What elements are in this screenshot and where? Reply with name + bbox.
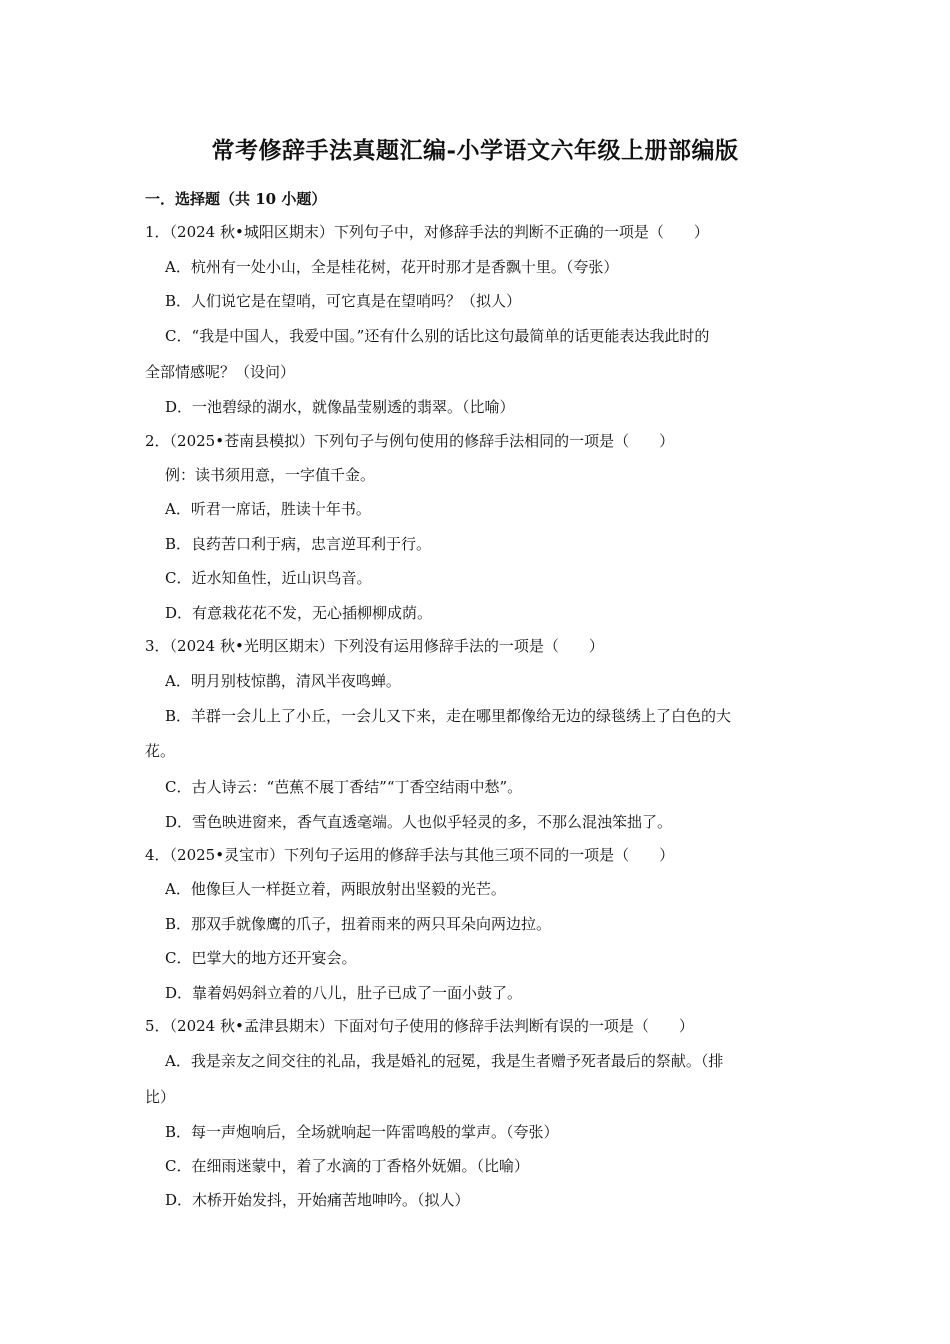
question-5-stem: 5．（2024 秋•孟津县期末）下面对句子使用的修辞手法判断有误的一项是（ ）: [145, 1017, 694, 1035]
question-4-option-d: D．靠着妈妈斜立着的八儿，肚子已成了一面小鼓了。: [165, 984, 523, 1002]
page-title: 常考修辞手法真题汇编-小学语文六年级上册部编版: [211, 137, 739, 164]
question-4-option-a: A．他像巨人一样挺立着，两眼放射出坚毅的光芒。: [165, 880, 506, 898]
section-heading: 一．选择题（共 10 小题）: [145, 190, 327, 208]
question-3-option-d: D．雪色映进窗来，香气直透毫端。人也似乎轻灵的多，不那么混浊笨拙了。: [165, 813, 673, 831]
question-4-option-b: B．那双手就像鹰的爪子，扭着雨来的两只耳朵向两边拉。: [165, 915, 552, 933]
question-5-option-a-continued: 比）: [145, 1088, 176, 1106]
question-1-option-c: C．“我是中国人，我爱中国。”还有什么别的话比这句最简单的话更能表达我此时的: [165, 327, 710, 345]
question-1-option-c-continued: 全部情感呢？（设问）: [145, 363, 296, 381]
question-1-option-a: A．杭州有一处小山，全是桂花树，花开时那才是香飘十里。（夸张）: [165, 258, 619, 276]
question-1-option-b: B．人们说它是在望哨，可它真是在望哨吗？（拟人）: [165, 292, 522, 310]
question-3-option-a: A．明月别枝惊鹊，清风半夜鸣蝉。: [165, 672, 401, 690]
question-2-option-a: A．听君一席话，胜读十年书。: [165, 500, 371, 518]
question-2-option-b: B．良药苦口利于病，忠言逆耳利于行。: [165, 535, 432, 553]
question-2-option-c: C．近水知鱼性，近山识鸟音。: [165, 569, 372, 587]
question-1-stem: 1．（2024 秋•城阳区期末）下列句子中，对修辞手法的判断不正确的一项是（ ）: [145, 223, 709, 241]
question-2-example: 例：读书须用意，一字值千金。: [165, 466, 376, 484]
question-5-option-b: B．每一声炮响后，全场就响起一阵雷鸣般的掌声。（夸张）: [165, 1123, 559, 1141]
question-3-option-b-continued: 花。: [145, 742, 176, 760]
question-4-stem: 4．（2025•灵宝市）下列句子运用的修辞手法与其他三项不同的一项是（ ）: [145, 846, 675, 864]
question-3-option-b: B．羊群一会儿上了小丘，一会儿又下来，走在哪里都像给无边的绿毯绣上了白色的大: [165, 707, 732, 725]
question-5-option-d: D．木桥开始发抖，开始痛苦地呻吟。（拟人）: [165, 1191, 470, 1209]
question-4-option-c: C．巴掌大的地方还开宴会。: [165, 949, 357, 967]
question-2-option-d: D．有意栽花花不发，无心插柳柳成荫。: [165, 604, 433, 622]
question-1-option-d: D．一池碧绿的湖水，就像晶莹剔透的翡翠。（比喻）: [165, 398, 515, 416]
question-5-option-a: A．我是亲友之间交往的礼品，我是婚礼的冠冕，我是生者赠予死者最后的祭献。（排: [165, 1052, 724, 1070]
question-5-option-c: C．在细雨迷蒙中，着了水滴的丁香格外妩媚。（比喻）: [165, 1157, 529, 1175]
question-2-stem: 2．（2025•苍南县模拟）下列句子与例句使用的修辞手法相同的一项是（ ）: [145, 432, 675, 450]
question-3-option-c: C．古人诗云：“芭蕉不展丁香结”“丁香空结雨中愁”。: [165, 778, 523, 796]
question-3-stem: 3．（2024 秋•光明区期末）下列没有运用修辞手法的一项是（ ）: [145, 637, 604, 655]
